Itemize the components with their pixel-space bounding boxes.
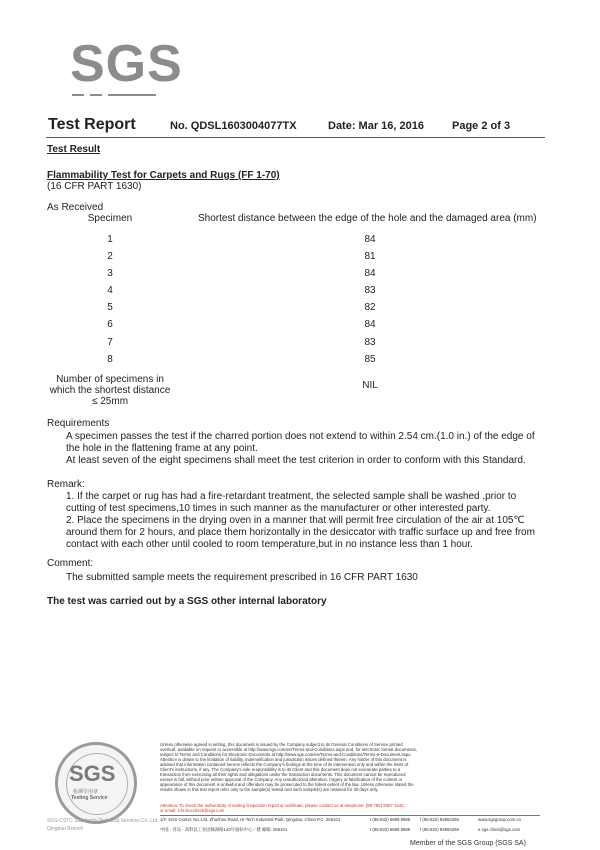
specimen-number: 3 (107, 268, 113, 279)
report-title: Test Report (48, 116, 136, 133)
specimen-number: 2 (107, 251, 113, 262)
requirements-heading: Requirements (47, 418, 110, 429)
logo-underline-right (108, 94, 156, 96)
requirements-line: At least seven of the eight specimens shall meet the test criterion in order to conform with this Standard. (66, 455, 526, 466)
requirements-text (66, 431, 535, 467)
sgs-group-member: Member of the SGS Group (SGS SA) (410, 840, 526, 847)
distance-value: 84 (364, 319, 376, 330)
company-name: SGS-CSTC Standards Technical Services Co.,Ltd. (47, 818, 159, 824)
remark-heading: Remark: (47, 479, 85, 490)
stamp-english-text: Testing Service (71, 795, 108, 801)
report-number: No. QDSL1603004077TX (170, 120, 297, 132)
authenticity-notice (160, 803, 405, 813)
disclaimer-line: Client's instructions, if any. The Company's sole responsibility is to its Client and this document does not exonerate parties to a (160, 767, 401, 772)
stamp-logo: SGS (69, 761, 116, 786)
disclaimer-line: results shown in this test report refer only to the sample(s) tested and such sample(s) are retained for 30 days only. (160, 787, 379, 792)
stamp-chinese-text: 检测专用章 (73, 789, 99, 795)
column-header-distance: Shortest distance between the edge of the hole and the damaged area (mm) (198, 213, 537, 224)
report-date: Date: Mar 16, 2016 (328, 120, 424, 132)
distance-value: 84 (364, 234, 376, 245)
disclaimer-line: Unless otherwise agreed in writing, this document is issued by the Company subject to its General Conditions of Service printed (160, 742, 403, 747)
fax: f (86-532) 83884258 (420, 817, 459, 822)
specimen-number: 1 (107, 234, 113, 245)
specimen-number: 8 (107, 354, 113, 365)
distance-value: 84 (364, 268, 376, 279)
telephone: t (86-532) 6899 9888 (370, 817, 411, 822)
remark-line: 2. Place the specimens in the drying oven in a manner that will permit free circulation of the air at 105℃ (66, 515, 525, 526)
specimen-number: 7 (107, 337, 113, 348)
specimen-number: 5 (107, 302, 113, 313)
authenticity-email[interactable]: or email: CN.Doccheck@sgs.com (160, 808, 225, 813)
disclaimer-line: overleaf, available on request or accessible at http://www.sgs.com/en/Terms-and-Conditions.aspx and, for electronic format documents, (160, 747, 417, 752)
distance-value: 81 (364, 251, 376, 262)
comment-heading: Comment: (47, 558, 94, 569)
company-branch: Qingdao Branch (47, 826, 84, 832)
distance-value: 85 (364, 354, 376, 365)
address-chinese: 中国 · 青岛 · 高科技工业园株洲路143号通标中心一楼 邮编: 266101 (160, 827, 288, 832)
section-title: Test Result (47, 144, 101, 155)
fax: f (86-532) 83884258 (420, 827, 459, 832)
test-standard: (16 CFR PART 1630) (47, 181, 142, 192)
test-condition: As Received (47, 202, 104, 213)
disclaimer (160, 742, 540, 792)
address-english: 1/F, SGS Center, No.143, Zhuzhou Road, Hi-Tech Industrial Park, Qingdao, China P.C. 266101 (160, 817, 341, 822)
header-rule (46, 137, 545, 138)
summary-label-line: Number of specimens in (56, 374, 164, 385)
remark-line: 1. If the carpet or rug has had a fire-retardant treatment, the selected sample shall be washed ,prior to (66, 491, 517, 502)
disclaimer-line: Attention is drawn to the limitation of liability, indemnification and jurisdiction issues defined therein. Any holder of this document is (160, 757, 407, 762)
disclaimer-line: except in full, without prior written approval of the Company. Any unauthorized alteration, forgery or falsification of the content or (160, 777, 403, 782)
disclaimer-line: subject to Terms and Conditions for Electronic Documents at http://www.sgs.com/en/Terms-and-Conditions/Terms-e-Document.aspx. (160, 752, 412, 757)
disclaimer-line: advised that information contained hereon reflects the Company's findings at the time of its intervention only and within the limits of (160, 762, 409, 767)
authenticity-line: Attention: To check the authenticity of testing /inspection report & certificate, please contact us at telephone: (86-755) 8307 1443, (160, 803, 405, 808)
testing-service-stamp (55, 742, 137, 824)
specimen-number: 4 (107, 285, 113, 296)
disclaimer-line: appearance of this document is unlawful and offenders may be prosecuted to the fullest extent of the law. Unless otherwise stated the (160, 782, 414, 787)
requirements-line: the hole in the flattening frame at any point. (66, 443, 258, 454)
telephone: t (86-532) 6899 9888 (370, 827, 411, 832)
distance-value: 83 (364, 285, 376, 296)
sgs-logo: SGS (70, 35, 183, 93)
page-number: Page 2 of 3 (452, 120, 511, 132)
specimen-number: 6 (107, 319, 113, 330)
website-link[interactable]: www.sgsgroup.com.cn (478, 817, 521, 822)
disclaimer-line: transaction from exercising all their rights and obligations under the transaction documents. This document cannot be reproduced (160, 772, 406, 777)
distance-value: 82 (364, 302, 376, 313)
distance-value: 83 (364, 337, 376, 348)
summary-label-line: which the shortest distance (49, 385, 171, 396)
remark-line: cutting of test specimens,10 times in such manner as the manufacturer or other interested party. (66, 503, 491, 514)
summary-value: NIL (362, 380, 378, 391)
requirements-line: A specimen passes the test if the charred portion does not extend to within 2.54 cm.(1.0 in.) of the edge of (66, 431, 535, 442)
column-header-specimen: Specimen (87, 213, 133, 224)
logo-underline-left (72, 94, 84, 96)
remark-text (66, 491, 535, 551)
summary-label-line: ≤ 25mm (91, 396, 129, 407)
lab-note: The test was carried out by a SGS other internal laboratory (47, 596, 327, 607)
email-link[interactable]: e sgs.china@sgs.com (478, 827, 521, 832)
summary-label (48, 374, 172, 407)
logo-underline-mid (90, 94, 102, 96)
footer-rule (160, 815, 540, 816)
test-name: Flammability Test for Carpets and Rugs (FF 1-70) (47, 170, 280, 181)
remark-line: around them for 2 hours, and place them horizontally in the desiccator with traffic surface up and free from (66, 527, 535, 538)
remark-line: contact with each other until cooled to room temperature,but in no instance less than 1 hour. (66, 539, 473, 550)
comment-text: The submitted sample meets the requirement prescribed in 16 CFR PART 1630 (66, 572, 418, 583)
